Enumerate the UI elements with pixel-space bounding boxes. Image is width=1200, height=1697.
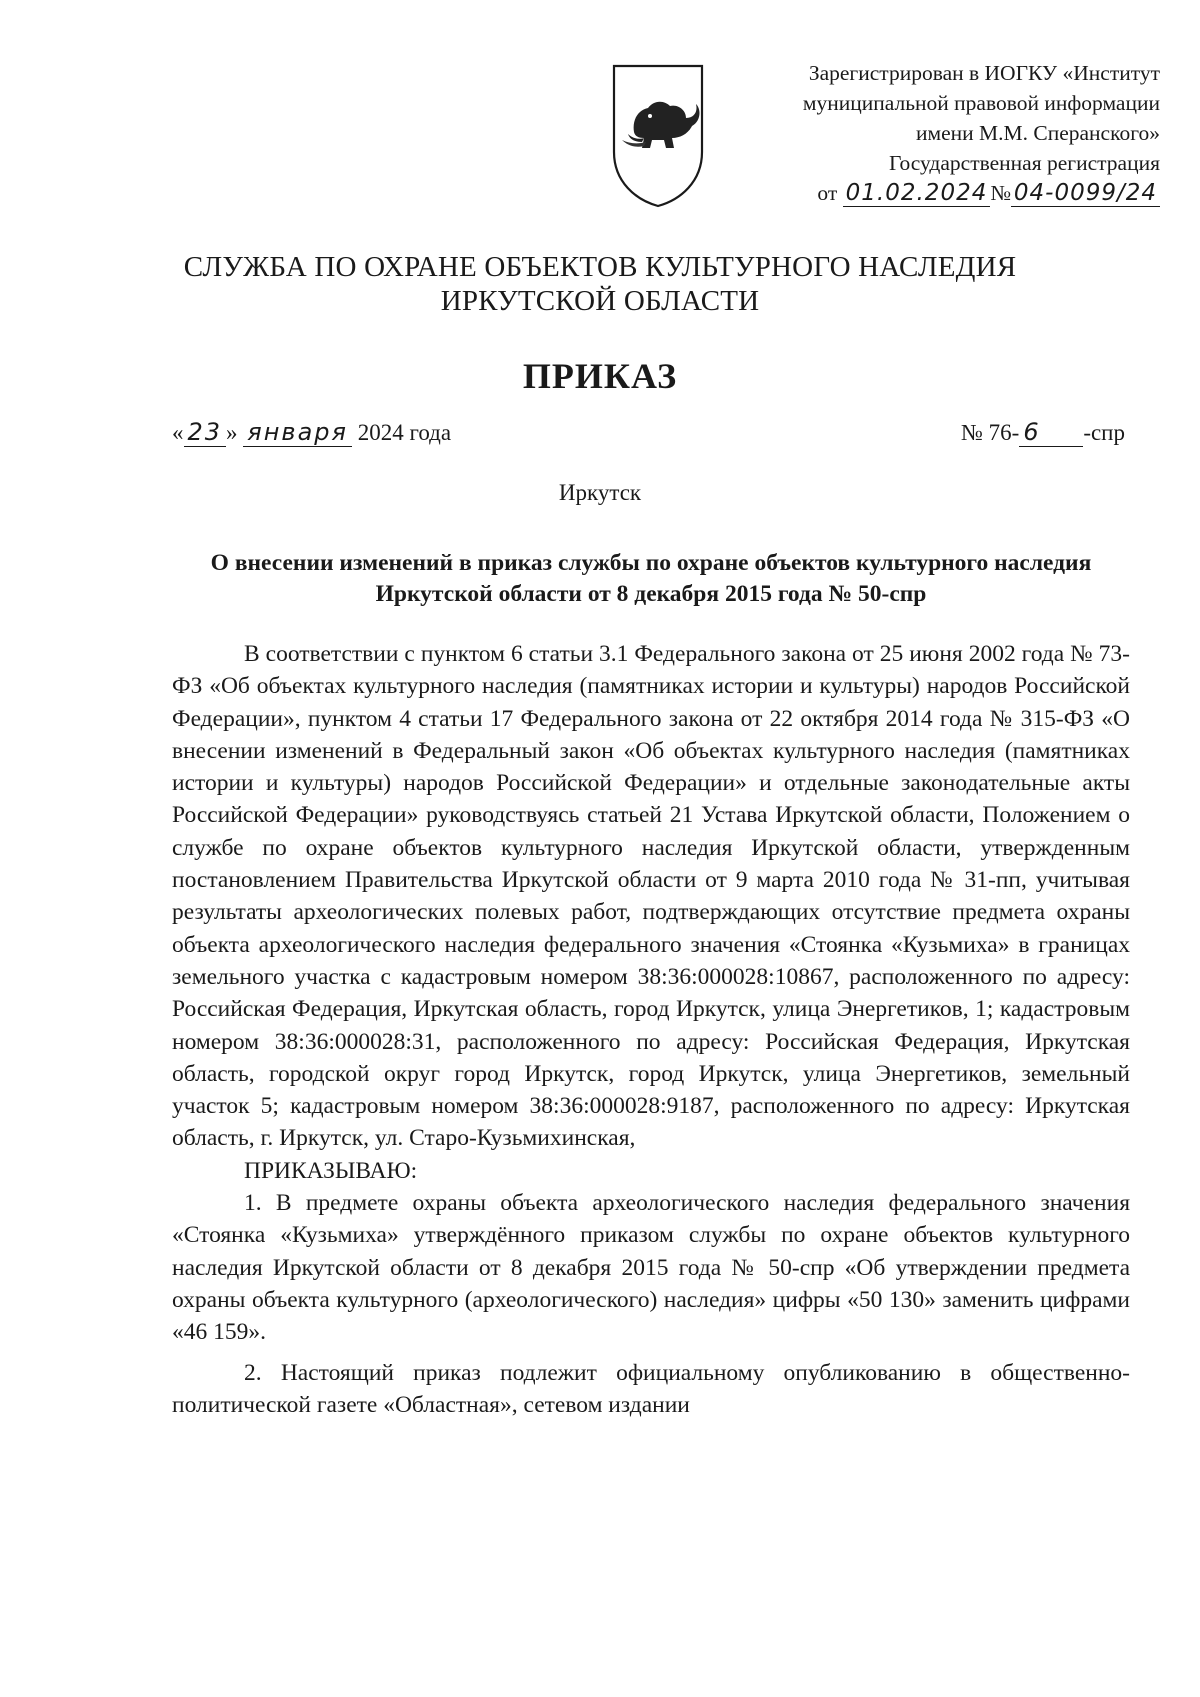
order-date-quote-open: « (172, 420, 184, 445)
irkutsk-coat-of-arms-icon (608, 60, 708, 210)
document-body (172, 638, 1130, 1421)
preamble-paragraph: В соответствии с пунктом 6 статьи 3.1 Федерального закона от 25 июня 2002 года № 73-ФЗ «Об объектах культурного наследия (памятниках истории и культуры) народов Российской Федерации», пунктом 4 статьи 17 Федерального закона от 22 октября 2014 года № 315-ФЗ «О внесении изменений в Федеральный закон «Об объектах культурного наследия (памятниках истории и культуры) народов Российской Федерации» и отдельные законодательные акты Российской Федерации» руководствуясь статьей 21 Устава Иркутской области, Положением о службе по охране объектов культурного наследия Иркутской области, утвержденным постановлением Правительства Иркутской области от 9 марта 2010 года № 31-пп, учитывая результаты археологических полевых работ, подтверждающих отсутствие предмета охраны объекта археологического наследия федерального значения «Стоянка «Кузьмиха» в границах земельного участка с кадастровым номером 38:36:000028:10867, расположенного по адресу: Российская Федерация, Иркутская область, город Иркутск, улица Энергетиков, 1; кадастровым номером 38:36:000028:31, расположенного по адресу: Российская Федерация, Иркутская область, городской округ город Иркутск, город Иркутск, улица Энергетиков, земельный участок 5; кадастровым номером 38:36:000028:9187, расположенного по адресу: Иркутская область, г. Иркутск, ул. Старо-Кузьмихинская, (172, 641, 1130, 1152)
registration-date: 01.02.2024 (843, 180, 991, 207)
agency-name-line-2: ИРКУТСКОЙ ОБЛАСТИ (440, 285, 760, 317)
registration-line-1: Зарегистрирован в ИОГКУ «Институт (808, 61, 1160, 85)
order-date (172, 418, 451, 447)
order-date-quote-close: » (226, 420, 238, 445)
registration-number-sign: № (990, 181, 1011, 205)
order-number (961, 418, 1125, 447)
order-year: 2024 года (357, 420, 452, 445)
order-number-suffix: -спр (1083, 420, 1125, 445)
city-name: Иркутск (558, 480, 642, 505)
registration-stamp (740, 58, 1160, 208)
item-2-paragraph: 2. Настоящий приказ подлежит официальному опубликованию в общественно-политической газете «Областная», сетевом издании (172, 1359, 1130, 1418)
registration-from-label: от (817, 181, 838, 205)
order-number-handwritten: 6 (1019, 418, 1083, 447)
registration-number: 04-0099/24 (1011, 180, 1160, 207)
document-title: О внесении изменений в приказ службы по охране объектов культурного наследия Иркутской области от 8 декабря 2015 года № 50-спр (210, 550, 1092, 607)
registration-line-4: Государственная регистрация (888, 151, 1160, 175)
registration-line-3: имени М.М. Сперанского» (915, 121, 1160, 145)
registration-line-2: муниципальной правовой информации (802, 91, 1160, 115)
document-type: ПРИКАЗ (522, 356, 678, 396)
order-month: января (243, 418, 352, 447)
order-number-prefix: № 76- (960, 420, 1020, 445)
order-day: 23 (184, 418, 227, 447)
agency-name (0, 250, 1200, 318)
registration-date-number (740, 178, 1160, 208)
order-word: ПРИКАЗЫВАЮ: (244, 1157, 418, 1184)
agency-name-line-1: СЛУЖБА ПО ОХРАНЕ ОБЪЕКТОВ КУЛЬТУРНОГО НАСЛЕДИЯ (183, 251, 1017, 283)
item-1-paragraph: 1. В предмете охраны объекта археологического наследия федерального значения «Стоянка «Кузьмиха» утверждённого приказом службы по охране объектов культурного наследия Иркутской области от 8 декабря 2015 года № 50-спр «Об утверждении предмета охраны объекта культурного (археологического) наследия» цифры «50 130» заменить цифрами «46 159». (172, 1190, 1130, 1346)
